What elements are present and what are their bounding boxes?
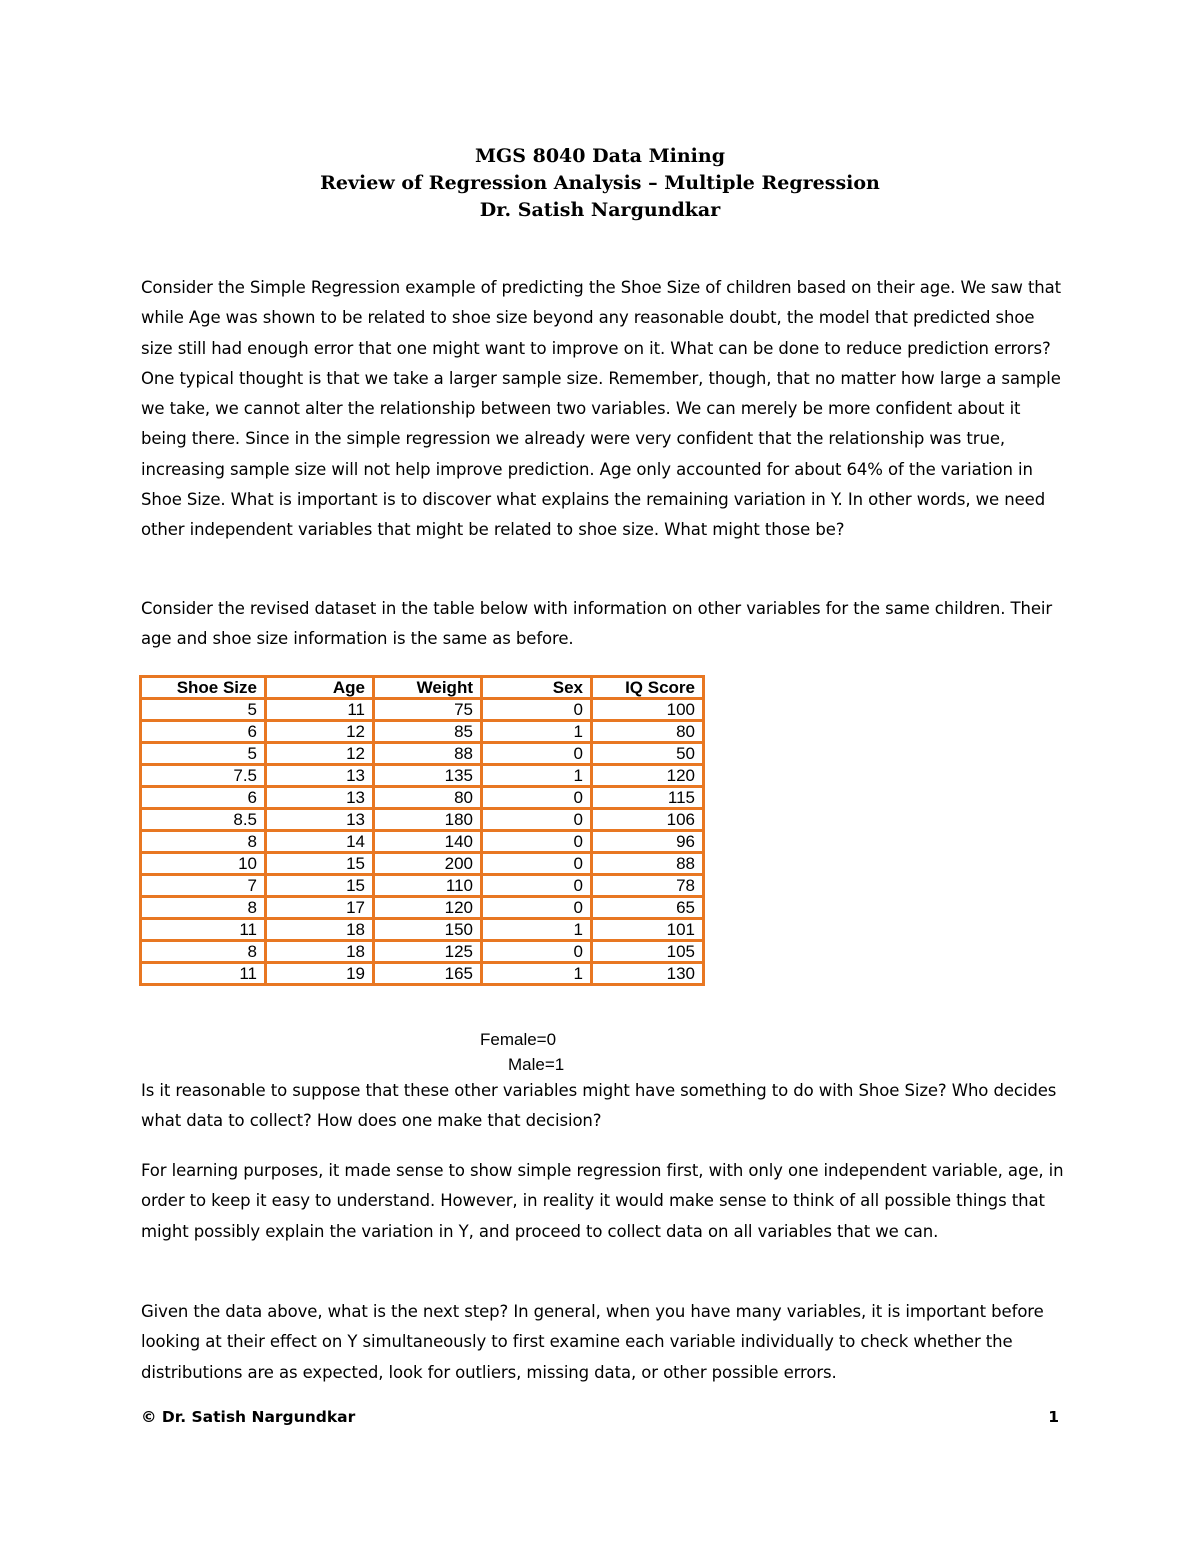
cell-iq-score: 78 <box>592 875 704 897</box>
table-row <box>141 787 704 809</box>
cell-iq-score: 50 <box>592 743 704 765</box>
cell-age: 11 <box>266 699 374 721</box>
cell-iq-score: 120 <box>592 765 704 787</box>
cell-weight: 80 <box>374 787 482 809</box>
table-row <box>141 897 704 919</box>
cell-weight: 165 <box>374 963 482 985</box>
cell-sex: 0 <box>482 941 592 963</box>
cell-sex: 0 <box>482 743 592 765</box>
data-table <box>139 675 705 986</box>
cell-iq-score: 96 <box>592 831 704 853</box>
cell-shoe-size: 5 <box>141 699 266 721</box>
table-body <box>141 699 704 985</box>
cell-weight: 120 <box>374 897 482 919</box>
cell-weight: 180 <box>374 809 482 831</box>
cell-shoe-size: 7 <box>141 875 266 897</box>
cell-iq-score: 105 <box>592 941 704 963</box>
page-number: 1 <box>1048 1408 1059 1426</box>
cell-iq-score: 130 <box>592 963 704 985</box>
author-name: Dr. Satish Nargundkar <box>479 199 721 221</box>
cell-sex: 0 <box>482 699 592 721</box>
cell-age: 18 <box>266 919 374 941</box>
document-title <box>0 143 1200 224</box>
cell-weight: 75 <box>374 699 482 721</box>
table-header-row <box>141 677 704 699</box>
cell-shoe-size: 7.5 <box>141 765 266 787</box>
cell-sex: 1 <box>482 765 592 787</box>
sex-coding-female: Female=0 <box>480 1030 557 1049</box>
table-row <box>141 765 704 787</box>
cell-weight: 88 <box>374 743 482 765</box>
table-row <box>141 941 704 963</box>
cell-shoe-size: 8 <box>141 941 266 963</box>
table-row <box>141 853 704 875</box>
cell-shoe-size: 8.5 <box>141 809 266 831</box>
cell-shoe-size: 8 <box>141 897 266 919</box>
column-header-weight: Weight <box>374 677 482 699</box>
cell-iq-score: 106 <box>592 809 704 831</box>
cell-weight: 200 <box>374 853 482 875</box>
paragraph-question: Is it reasonable to suppose that these other variables might have something to do with Shoe Size? Who decides what data to collect? How does one make that decision? <box>141 1081 1057 1131</box>
table-row <box>141 875 704 897</box>
footer-copyright: © Dr. Satish Nargundkar <box>141 1408 356 1426</box>
cell-weight: 150 <box>374 919 482 941</box>
table-row <box>141 831 704 853</box>
column-header-shoe-size: Shoe Size <box>141 677 266 699</box>
cell-age: 12 <box>266 721 374 743</box>
cell-weight: 110 <box>374 875 482 897</box>
cell-iq-score: 65 <box>592 897 704 919</box>
cell-sex: 0 <box>482 809 592 831</box>
cell-sex: 0 <box>482 831 592 853</box>
cell-age: 15 <box>266 875 374 897</box>
cell-iq-score: 100 <box>592 699 704 721</box>
cell-weight: 85 <box>374 721 482 743</box>
paragraph-learning: For learning purposes, it made sense to show simple regression first, with only one independent variable, age, in order to keep it easy to understand. However, in reality it would make sense to think of all possible things that might possibly explain the variation in Y, and proceed to collect data on all variables that we can. <box>141 1161 1064 1241</box>
column-header-iq-score: IQ Score <box>592 677 704 699</box>
course-title: MGS 8040 Data Mining <box>475 145 725 167</box>
cell-weight: 140 <box>374 831 482 853</box>
cell-sex: 0 <box>482 853 592 875</box>
cell-age: 13 <box>266 787 374 809</box>
cell-iq-score: 88 <box>592 853 704 875</box>
paragraph-next-step: Given the data above, what is the next step? In general, when you have many variables, it is important before looking at their effect on Y simultaneously to first examine each variable individually to check whether the distributions are as expected, look for outliers, missing data, or other possible errors. <box>141 1302 1044 1382</box>
document-subtitle: Review of Regression Analysis – Multiple Regression <box>320 172 880 194</box>
cell-iq-score: 101 <box>592 919 704 941</box>
cell-age: 13 <box>266 765 374 787</box>
cell-shoe-size: 5 <box>141 743 266 765</box>
table-row <box>141 699 704 721</box>
cell-age: 17 <box>266 897 374 919</box>
cell-sex: 1 <box>482 721 592 743</box>
cell-sex: 0 <box>482 875 592 897</box>
cell-iq-score: 80 <box>592 721 704 743</box>
cell-age: 12 <box>266 743 374 765</box>
table-row <box>141 721 704 743</box>
cell-shoe-size: 8 <box>141 831 266 853</box>
cell-shoe-size: 6 <box>141 787 266 809</box>
table-row <box>141 963 704 985</box>
cell-shoe-size: 6 <box>141 721 266 743</box>
sex-coding-male: Male=1 <box>508 1055 565 1074</box>
cell-sex: 1 <box>482 919 592 941</box>
cell-sex: 1 <box>482 963 592 985</box>
cell-shoe-size: 11 <box>141 963 266 985</box>
cell-age: 13 <box>266 809 374 831</box>
cell-age: 19 <box>266 963 374 985</box>
column-header-sex: Sex <box>482 677 592 699</box>
cell-sex: 0 <box>482 787 592 809</box>
cell-shoe-size: 10 <box>141 853 266 875</box>
cell-sex: 0 <box>482 897 592 919</box>
cell-age: 18 <box>266 941 374 963</box>
table-row <box>141 919 704 941</box>
paragraph-dataset: Consider the revised dataset in the table below with information on other variables for the same children. Their age and shoe size information is the same as before. <box>141 599 1053 649</box>
table-row <box>141 809 704 831</box>
column-header-age: Age <box>266 677 374 699</box>
cell-weight: 125 <box>374 941 482 963</box>
cell-weight: 135 <box>374 765 482 787</box>
cell-age: 15 <box>266 853 374 875</box>
cell-shoe-size: 11 <box>141 919 266 941</box>
cell-iq-score: 115 <box>592 787 704 809</box>
cell-age: 14 <box>266 831 374 853</box>
paragraph-intro: Consider the Simple Regression example of predicting the Shoe Size of children based on their age. We saw that while Age was shown to be related to shoe size beyond any reasonable doubt, the model that predicted shoe size still had enough error that one might want to improve on it. What can be done to reduce prediction errors? One typical thought is that we take a larger sample size. Remember, though, that no matter how large a sample we take, we cannot alter the relationship between two variables. We can merely be more confident about it being there. Since in the simple regression we already were very confident that the relationship was true, increasing sample size will not help improve prediction. Age only accounted for about 64% of the variation in Shoe Size. What is important is to discover what explains the remaining variation in Y. In other words, we need other independent variables that might be related to shoe size. What might those be? <box>141 278 1062 540</box>
table-row <box>141 743 704 765</box>
